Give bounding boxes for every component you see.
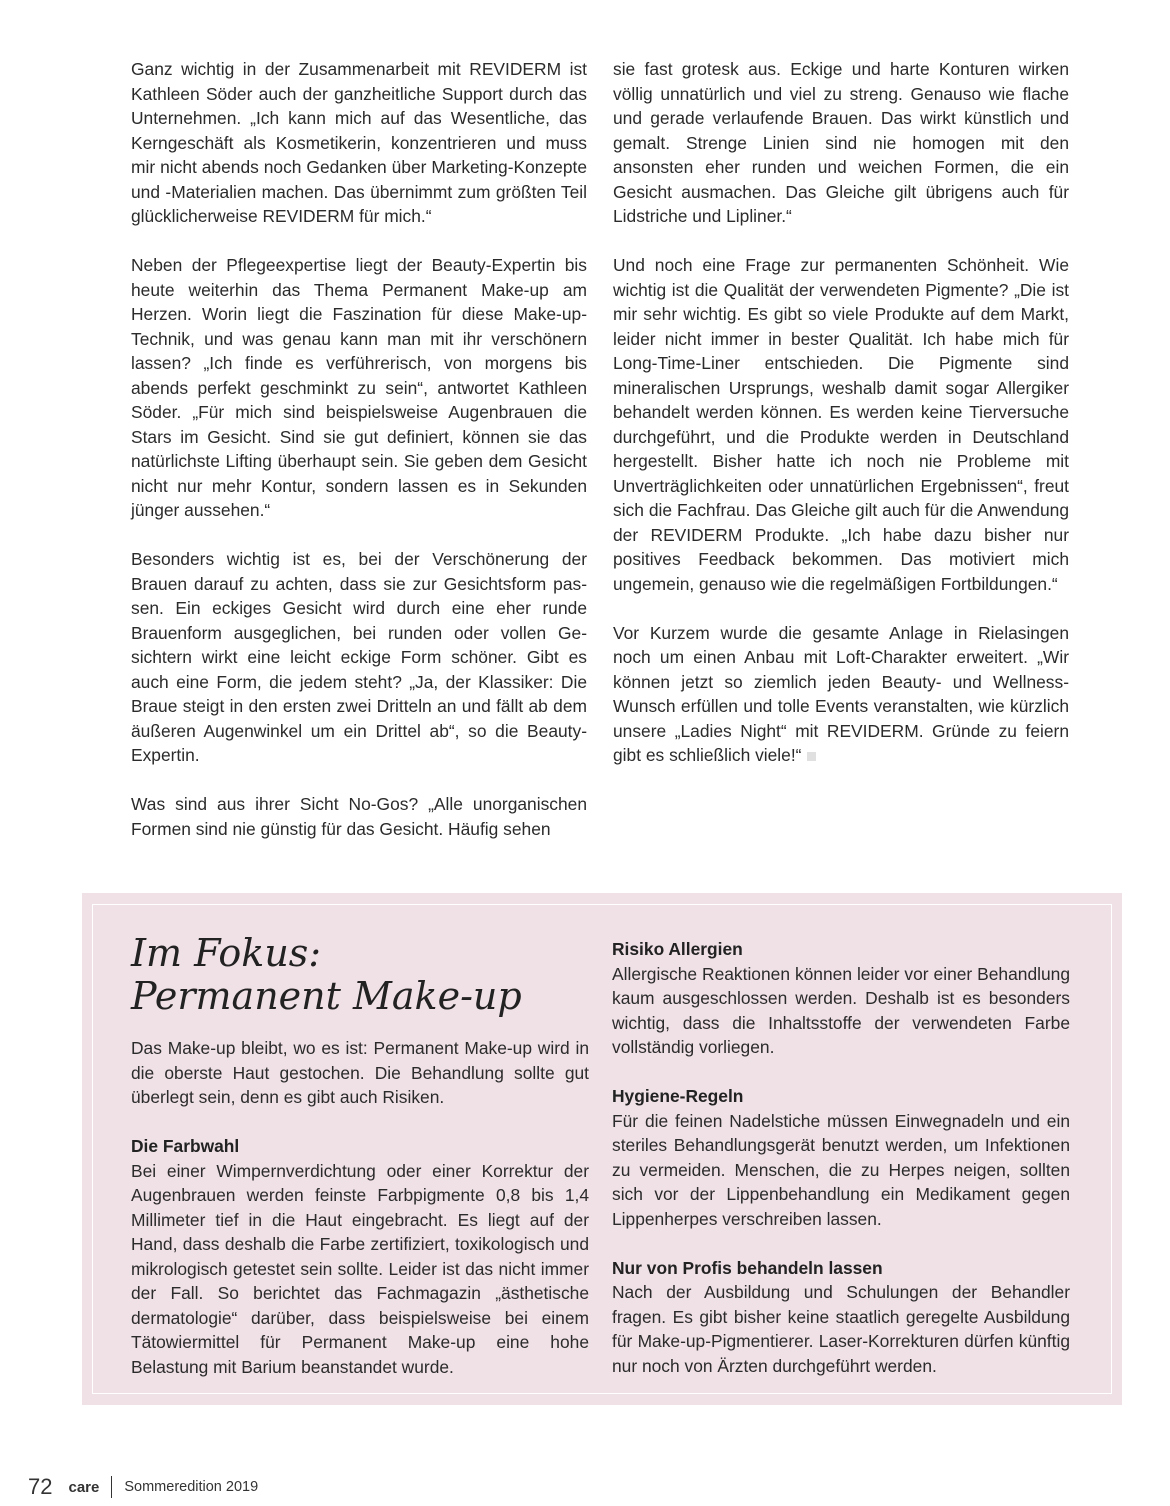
paragraph-text: Vor Kurzem wurde die gesamte Anlage in Rielasingen noch um einen Anbau mit Loft-Charakter erweitert. „Wir können jetzt so ziemlich jeden Beauty- und Wellness-Wunsch erfüllen und tolle Events veranstalten, wie kürzlich unsere „Ladies Night“ mit REVIDERM. Gründe zu feiern gibt es schließlich viele!“: [613, 622, 1069, 765]
footer-divider: [111, 1476, 112, 1498]
section-text: Bei einer Wimpernverdichtung oder einer Korrektur der Augenbrauen werden feinste Farbpigmente 0,8 bis 1,4 Millimeter tief in die Haut eingebracht. Es liegt auf der Hand, dass deshalb die Farbe zertifiziert, toxikologisch und mikrologisch getestet sein sollte. Leider ist das nicht immer der Fall. So berichtet das Fachmagazin „ästhetische dermatologie“ darüber, dass beispielsweise bei einem Tätowiermittel für Permanent Make-up eine hohe Belastung mit Barium beanstandet wurde.: [131, 1160, 589, 1377]
page-number: 72: [28, 1474, 53, 1499]
page-footer: [28, 1472, 258, 1502]
section-text: Allergische Reaktionen können leider vor einer Behandlung kaum ausgeschlossen werden. Deshalb ist es besonders wichtig, dass die Inhaltsstoffe der verwendeten Farbe vollständig vorliegen.: [612, 963, 1070, 1057]
paragraph: sie fast grotesk aus. Eckige und harte Konturen wirken völlig unnatürlich und viel zu streng. Genauso wie flache und gerade verlaufende Brauen. Das wirkt künstlich und gemalt. Strenge Linien sind nie homogen mit den ansonsten eher runden und weichen Formen, die ein Gesicht ausmachen. Das Gleiche gilt übrigens auch für Lidstriche und Lipliner.“: [613, 59, 1069, 226]
paragraph: Ganz wichtig in der Zusammenarbeit mit REVIDERM ist Kathleen Söder auch der ganzheitliche Support durch das Unternehmen. „Ich kann mich auf das Wesentliche, das Kerngeschäft als Kosmetikerin, konzentrieren und muss mir nicht abends noch Gedanken über Marketing-Konzepte und -Materialien machen. Das übernimmt zum größten Teil glücklicherweise REVIDERM für mich.“: [131, 59, 587, 226]
paragraph: Neben der Pflegeexpertise liegt der Beauty-Expertin bis heute weiterhin das Thema Permanent Make-up am Herzen. Worin liegt die Faszination für diese Make-up-Technik, und was genau kann man mit ihr verschönern lassen? „Ich finde es verführerisch, von morgens bis abends perfekt geschminkt zu sein“, antwortet Kathleen Söder. „Für mich sind beispielsweise Augenbrauen die Stars im Gesicht. Sind sie gut definiert, können sie das natürlichste Lifting überhaupt sein. Sie geben dem Gesicht nicht nur mehr Kontur, sondern lassen es in Sekunden jünger aussehen.“: [131, 255, 587, 520]
paragraph: Und noch eine Frage zur permanenten Schönheit. Wie wichtig ist die Qualität der verwendeten Pigmente? „Die ist mir sehr wichtig. Es gibt so viele Produkte auf dem Markt, leider nicht immer in bester Qualität. Ich habe mich für Long-Time-Liner entschieden. Die Pigmente sind mineralischen Ursprungs, weshalb damit sogar Allergiker behandelt werden können. Es werden keine Tierversuche durchgeführt, und die Produkte werden in Deutschland hergestellt. Bisher hatte ich noch nie Probleme mit Unverträglichkeiten oder unnatürlichen Ergebnissen“, freut sich die Fachfrau. Das Gleiche gilt auch für die Anwendung der REVIDERM Produkte. „Ich habe dazu bisher nur positives Feedback bekommen. Das motiviert mich ungemein, genauso wie die regelmäßigen Fortbildungen.“: [613, 255, 1069, 594]
article-column-left: [131, 57, 587, 866]
focus-intro: Das Make-up bleibt, wo es ist: Permanent Make-up wird in die oberste Haut gestochen. Die Behandlung sollte gut überlegt sein, denn es gibt auch Risiken.: [131, 1038, 589, 1107]
section-text: Nach der Ausbildung und Schulungen der Behandler fragen. Es gibt bisher keine staatlich geregelte Ausbildung für Make-up-Pigmentierer. Laser-Korrekturen dürfen künftig nur noch von Ärzten durchgeführt werden.: [612, 1282, 1070, 1376]
section-heading: Nur von Profis behandeln lassen: [612, 1257, 883, 1278]
magazine-name: care: [68, 1478, 100, 1496]
edition-label: Sommeredition 2019: [124, 1479, 259, 1495]
focus-title-line-1: Im Fokus:: [131, 931, 322, 975]
article-end-marker: [807, 752, 816, 761]
paragraph: [613, 621, 1069, 768]
focus-title-line-2: Permanent Make-up: [131, 974, 522, 1018]
paragraph: Was sind aus ihrer Sicht No-Gos? „Alle unorganischen Formen sind nie günstig für das Gesicht. Häufig sehen: [131, 794, 587, 839]
paragraph: Besonders wichtig ist es, bei der Verschönerung der Brauen darauf zu achten, dass sie zur Gesichtsform passen. Ein eckiges Gesicht wird durch eine eher runde Brauenform ausgeglichen, bei runden oder vollen Gesichtern wirkt eine leicht eckige Form schöner. Gibt es auch eine Form, die jedem steht? „Ja, der Klassiker: Die Braue steigt in den ersten zwei Dritteln an und fällt ab dem äußeren Augenwinkel um ein Drittel ab“, so die Beauty-Expertin.: [131, 549, 587, 765]
focus-column-right: [612, 937, 1070, 1403]
article-column-right: [613, 57, 1069, 792]
section-heading: Risiko Allergien: [612, 939, 743, 959]
section-heading: Hygiene-Regeln: [612, 1086, 744, 1106]
focus-title: [131, 932, 589, 1018]
section-heading: Die Farbwahl: [131, 1136, 240, 1156]
section-text: Für die feinen Nadelstiche müssen Einwegnadeln und ein steriles Behandlungsgerät benutzt werden, um Infektionen zu vermeiden. Menschen, die zu Herpes neigen, sollten sich vor der Lippenbehandlung ein Medikament gegen Lippenherpes verschreiben lassen.: [612, 1110, 1070, 1229]
focus-column-left: [131, 932, 589, 1404]
